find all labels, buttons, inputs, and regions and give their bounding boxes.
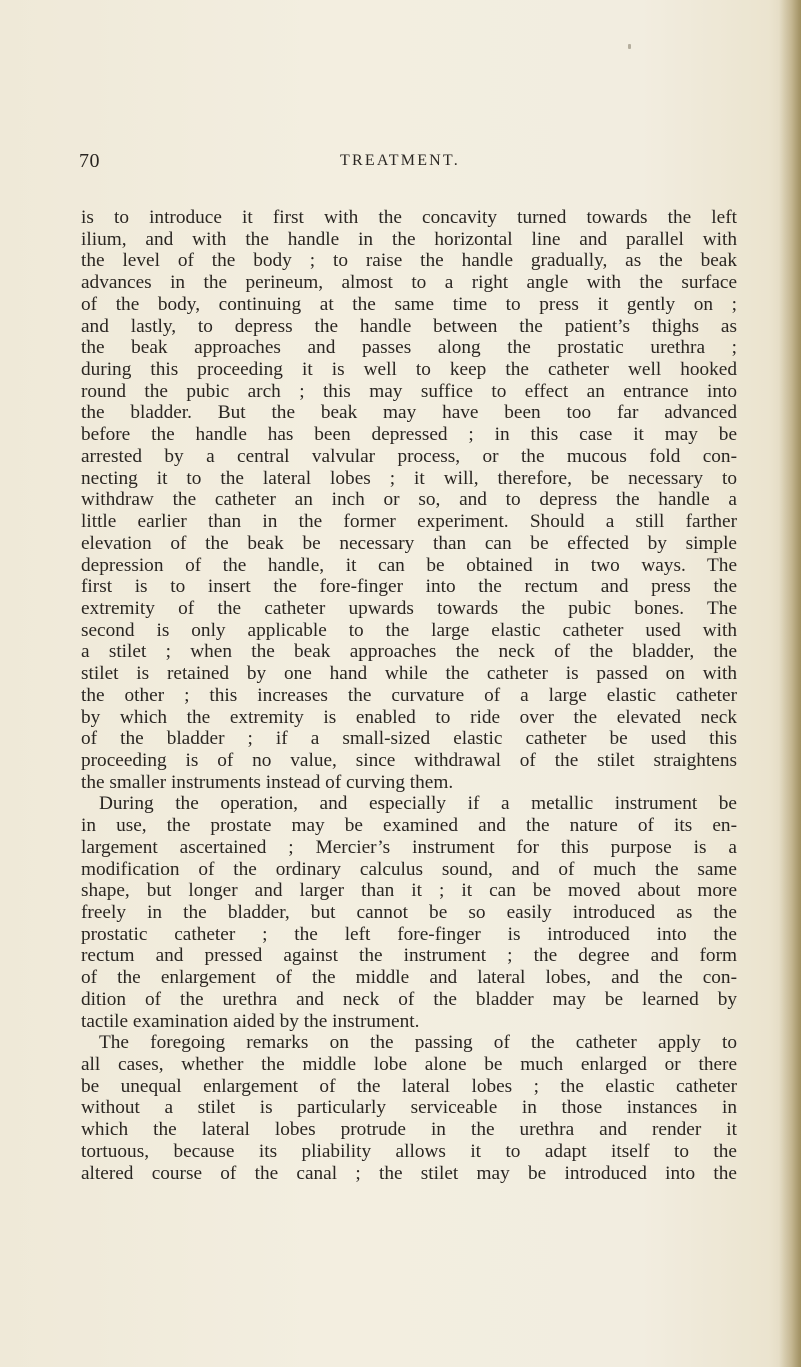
text-line: tortuous, because its pliability allows it to adapt itself to the xyxy=(81,1140,737,1162)
page-number: 70 xyxy=(79,150,100,172)
text-line: arrested by a central valvular process, or the mucous fold con- xyxy=(81,445,737,467)
text-line: by which the extremity is enabled to ride over the elevated neck xyxy=(81,706,737,728)
text-line: the bladder. But the beak may have been too far advanced xyxy=(81,402,737,424)
text-line: little earlier than in the former experiment. Should a still farther xyxy=(81,511,737,533)
text-line: advances in the perineum, almost to a right angle with the surface xyxy=(81,272,737,294)
text-line: proceeding is of no value, since withdrawal of the stilet straightens xyxy=(81,749,737,771)
text-line: the beak approaches and passes along the prostatic urethra ; xyxy=(81,337,737,359)
body-text xyxy=(81,207,737,1184)
text-line: is to introduce it first with the concavity turned towards the left xyxy=(81,207,737,228)
text-line: stilet is retained by one hand while the catheter is passed on with xyxy=(81,663,737,685)
text-line: all cases, whether the middle lobe alone be much enlarged or there xyxy=(81,1054,737,1076)
text-line: during this proceeding it is well to keep the catheter well hooked xyxy=(81,359,737,381)
text-line: in use, the prostate may be examined and the nature of its en- xyxy=(81,815,737,837)
text-line: prostatic catheter ; the left fore-finger is introduced into the xyxy=(81,923,737,945)
running-title: TREATMENT. xyxy=(340,152,460,169)
text-line: the level of the body ; to raise the handle gradually, as the beak xyxy=(81,250,737,272)
text-line: ilium, and with the handle in the horizontal line and parallel with xyxy=(81,228,737,250)
text-line: of the enlargement of the middle and lateral lobes, and the con- xyxy=(81,967,737,989)
paragraph-start-line: During the operation, and especially if a metallic instrument be xyxy=(99,793,737,815)
text-line: shape, but longer and larger than it ; it can be moved about more xyxy=(81,880,737,902)
text-line: which the lateral lobes protrude in the urethra and render it xyxy=(81,1119,737,1141)
text-line: second is only applicable to the large elastic catheter used with xyxy=(81,619,737,641)
text-line: before the handle has been depressed ; in this case it may be xyxy=(81,424,737,446)
text-line: modification of the ordinary calculus sound, and of much the same xyxy=(81,858,737,880)
text-line: necting it to the lateral lobes ; it will, therefore, be necessary to xyxy=(81,467,737,489)
text-line: and lastly, to depress the handle between the patient’s thighs as xyxy=(81,315,737,337)
text-line: first is to insert the fore-finger into the rectum and press the xyxy=(81,576,737,598)
text-line: extremity of the catheter upwards towards the pubic bones. The xyxy=(81,597,737,619)
text-line: be unequal enlargement of the lateral lobes ; the elastic catheter xyxy=(81,1075,737,1097)
text-line: elevation of the beak be necessary than can be effected by simple xyxy=(81,532,737,554)
text-line: of the body, continuing at the same time to press it gently on ; xyxy=(81,293,737,315)
text-line: altered course of the canal ; the stilet may be introduced into the xyxy=(81,1162,737,1184)
text-line: largement ascertained ; Mercier’s instrument for this purpose is a xyxy=(81,836,737,858)
paragraph-start-line: The foregoing remarks on the passing of the catheter apply to xyxy=(99,1032,737,1054)
text-line: freely in the bladder, but cannot be so easily introduced as the xyxy=(81,902,737,923)
text-line: depression of the handle, it can be obtained in two ways. The xyxy=(81,554,737,576)
text-line: the other ; this increases the curvature of a large elastic catheter xyxy=(81,684,737,706)
text-line: dition of the urethra and neck of the bladder may be learned by xyxy=(81,988,737,1010)
page-edge-shadow xyxy=(779,0,801,1367)
text-line: round the pubic arch ; this may suffice to effect an entrance into xyxy=(81,380,737,402)
text-line: of the bladder ; if a small-sized elastic catheter be used this xyxy=(81,728,737,750)
text-line: rectum and pressed against the instrument ; the degree and form xyxy=(81,945,737,967)
text-line: withdraw the catheter an inch or so, and to depress the handle a xyxy=(81,489,737,511)
paragraph-end-line: the smaller instruments instead of curving them. xyxy=(81,771,454,793)
text-line: a stilet ; when the beak approaches the neck of the bladder, the xyxy=(81,641,737,663)
paragraph-end-line: tactile examination aided by the instrument. xyxy=(81,1010,420,1032)
ink-fleck xyxy=(628,44,631,49)
running-head xyxy=(0,150,801,174)
text-line: without a stilet is particularly serviceable in those instances in xyxy=(81,1097,737,1119)
